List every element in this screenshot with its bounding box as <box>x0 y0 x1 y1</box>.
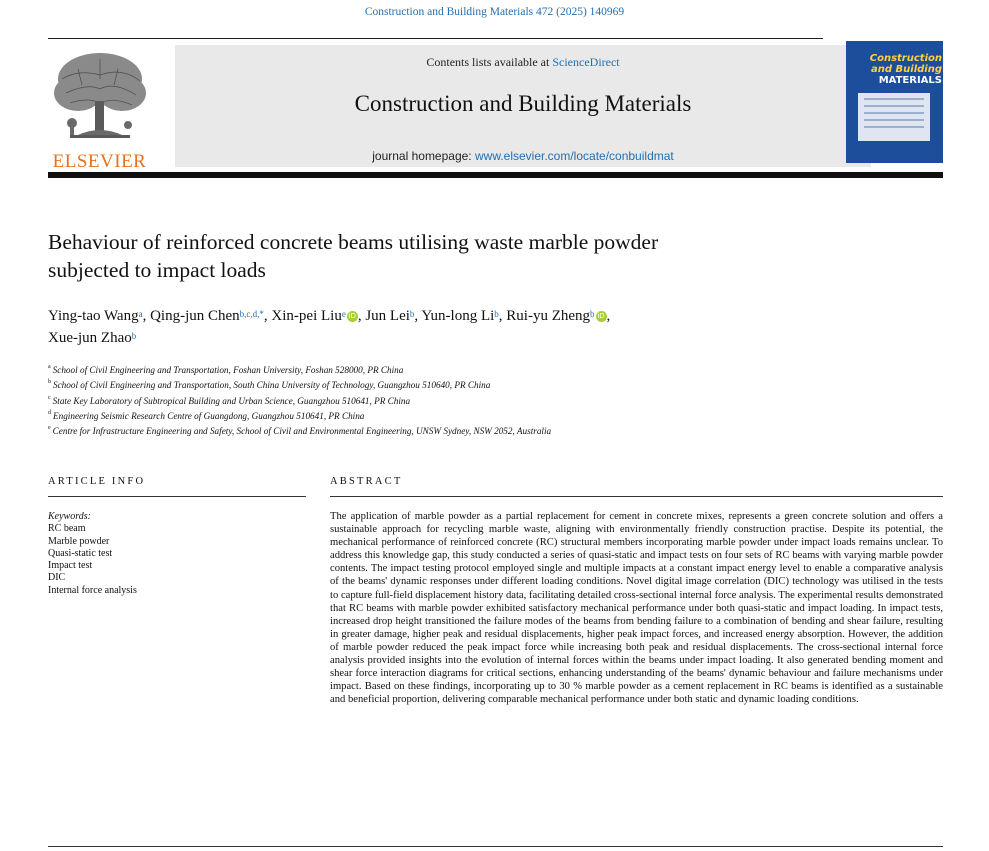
contents-prefix: Contents lists available at <box>426 55 553 69</box>
affiliation-text: Centre for Infrastructure Engineering and Safety, School of Civil and Environmental Engineering, UNSW Sydney, NSW 2052, Australia <box>52 426 552 437</box>
affiliation <box>48 408 928 423</box>
author-affil-mark[interactable]: a <box>138 309 143 319</box>
author-name: Xin-pei Liu <box>271 308 342 324</box>
author[interactable] <box>271 308 357 324</box>
cover-line-1: Construction <box>869 53 942 64</box>
journal-banner <box>175 45 871 167</box>
affiliation-mark: a <box>48 364 51 370</box>
affiliation <box>48 377 928 392</box>
abstract-rule <box>330 496 943 497</box>
affiliation-mark: d <box>48 410 51 417</box>
author-affil-mark[interactable]: b <box>494 309 499 319</box>
author-name: Ying-tao Wang <box>48 308 139 324</box>
journal-name: Construction and Building Materials <box>354 91 692 116</box>
affiliation-mark: e <box>48 425 51 432</box>
keyword: Quasi-static test <box>48 547 113 559</box>
author-affil-mark[interactable]: b <box>409 309 415 319</box>
affiliation <box>48 423 928 438</box>
author-affil-mark[interactable]: b <box>131 331 137 341</box>
author[interactable] <box>365 308 414 324</box>
author-name: Rui-yu Zheng <box>506 308 591 324</box>
journal-citation[interactable]: Construction and Building Materials 472 (2025) 140969 <box>364 6 625 18</box>
author-affil-mark[interactable]: e <box>341 309 346 319</box>
cover-title <box>850 53 942 86</box>
affiliation-text: School of Civil Engineering and Transportation, Foshan University, Foshan 528000, PR China <box>52 365 404 376</box>
elsevier-wordmark: ELSEVIER <box>52 151 147 172</box>
keyword: DIC <box>48 572 66 584</box>
orcid-icon[interactable]: iD <box>597 312 605 321</box>
author-name: Qing-jun Chen <box>150 308 240 324</box>
elsevier-tree-icon <box>48 49 151 147</box>
sciencedirect-link[interactable]: ScienceDirect <box>552 55 620 69</box>
author[interactable] <box>48 308 143 324</box>
affiliation-list <box>48 362 928 439</box>
author[interactable] <box>150 308 264 324</box>
affiliation <box>48 393 928 408</box>
abstract-heading: ABSTRACT <box>330 476 403 487</box>
article-info-rule <box>48 496 306 497</box>
cover-line-2: and Building <box>871 64 942 75</box>
author-name: Yun-long Li <box>421 308 495 324</box>
author-affil-mark[interactable]: b <box>590 309 595 319</box>
journal-cover-thumbnail[interactable] <box>846 41 943 163</box>
abstract-bottom-rule <box>48 846 943 847</box>
author[interactable] <box>421 308 498 324</box>
author-affil-mark[interactable]: b,c,d,* <box>239 309 264 319</box>
keyword: Impact test <box>48 560 93 572</box>
affiliation-text: Engineering Seismic Research Centre of Guangdong, Guangzhou 510641, PR China <box>53 411 365 422</box>
keyword: RC beam <box>48 523 86 535</box>
title-line-2: subjected to impact loads <box>48 258 266 282</box>
homepage-prefix: journal homepage: <box>372 149 475 163</box>
article-title <box>48 228 868 284</box>
affiliation-text: School of Civil Engineering and Transportation, South China University of Technology, Guangzhou 510640, PR China <box>53 380 491 391</box>
author-name: Xue-jun Zhao <box>48 330 132 346</box>
abstract-text: The application of marble powder as a partial replacement for cement in concrete mixes, represents a green concrete solution and offers a sustainable approach for recycling marble waste, aligning with environmentally friendly construction practise. Despite its potential, the mechanical performance of reinforced concrete (RC) structural members incorporating marble powder under impact loads remains unclear. To address this knowledge gap, this study conducted a series of quasi-static and impact tests on four sets of RC beams with varying marble powder contents. The impact testing protocol employed single and multiple impacts at a constant impact energy level to enable a comparative analysis of the beams' dynamic responses under different loading conditions. Novel digital image correlation (DIC) technology was utilised in the tests to capture full-field displacement history data, facilitating detailed cross-sectional internal force analysis. The experimental results demonstrated that RC beams with marble powder exhibited satisfactory mechanical performance under both quasi-static and impact loading. In impact tests, increased drop height transitioned the failure modes of the beams from bending failure to a combination of bending and shear failure, resulting in greater damage, higher peak and residual displacements, higher peak impact forces, and increased energy absorption. However, the addition of marble powder reduced the peak impact force while increasing both peak and residual displacements. The cross-sectional internal force analysis provided insights into the evolution of internal forces within the beams under impact loading. It also generated bending moment and shear force interaction diagrams for critical sections, enhancing understanding of the beams' dynamic behaviour and failure mechanisms under impact. Based on these findings, incorporating up to 30 % marble powder as a cement replacement in RC beams is identified as a sustainable and beneficial proportion, delivering comparable mechanical performance under both static and dynamic loading conditions. <box>330 511 943 706</box>
orcid-icon[interactable]: iD <box>348 312 356 321</box>
header-bottom-rule <box>48 172 943 178</box>
author[interactable] <box>48 330 136 346</box>
affiliation-mark: b <box>48 379 51 386</box>
author[interactable] <box>506 308 606 324</box>
article-info-heading: ARTICLE INFO <box>48 476 146 487</box>
cover-panel <box>858 93 930 141</box>
author-name: Jun Lei <box>365 308 410 324</box>
keyword: Internal force analysis <box>48 584 137 596</box>
affiliation <box>48 362 928 377</box>
contents-line <box>175 55 871 70</box>
journal-homepage-link[interactable]: www.elsevier.com/locate/conbuildmat <box>474 149 674 163</box>
affiliation-mark: c <box>48 394 51 401</box>
keyword: Marble powder <box>48 535 110 547</box>
elsevier-logo[interactable] <box>48 49 151 171</box>
keywords-label: Keywords: <box>48 511 91 522</box>
journal-header <box>48 41 943 172</box>
cover-line-3: MATERIALS <box>878 75 942 86</box>
journal-homepage-line <box>175 149 871 163</box>
header-top-rule <box>48 38 823 39</box>
title-line-1: Behaviour of reinforced concrete beams utilising waste marble powder <box>48 230 659 254</box>
author-list: Ying-tao Wang$^a$, Qing-jun Chen$^{b,c,d,*}$, Xin-pei Liu$^e$ iD , Jun Lei$^b$, Yun-long Li$^b$, Rui-yu Zheng$^b$ iD , Xue-jun Zhao$^b$ <box>48 308 611 346</box>
affiliation-text: State Key Laboratory of Subtropical Building and Urban Science, Guangzhou 510641, PR China <box>52 395 411 406</box>
keywords-block <box>48 511 298 597</box>
